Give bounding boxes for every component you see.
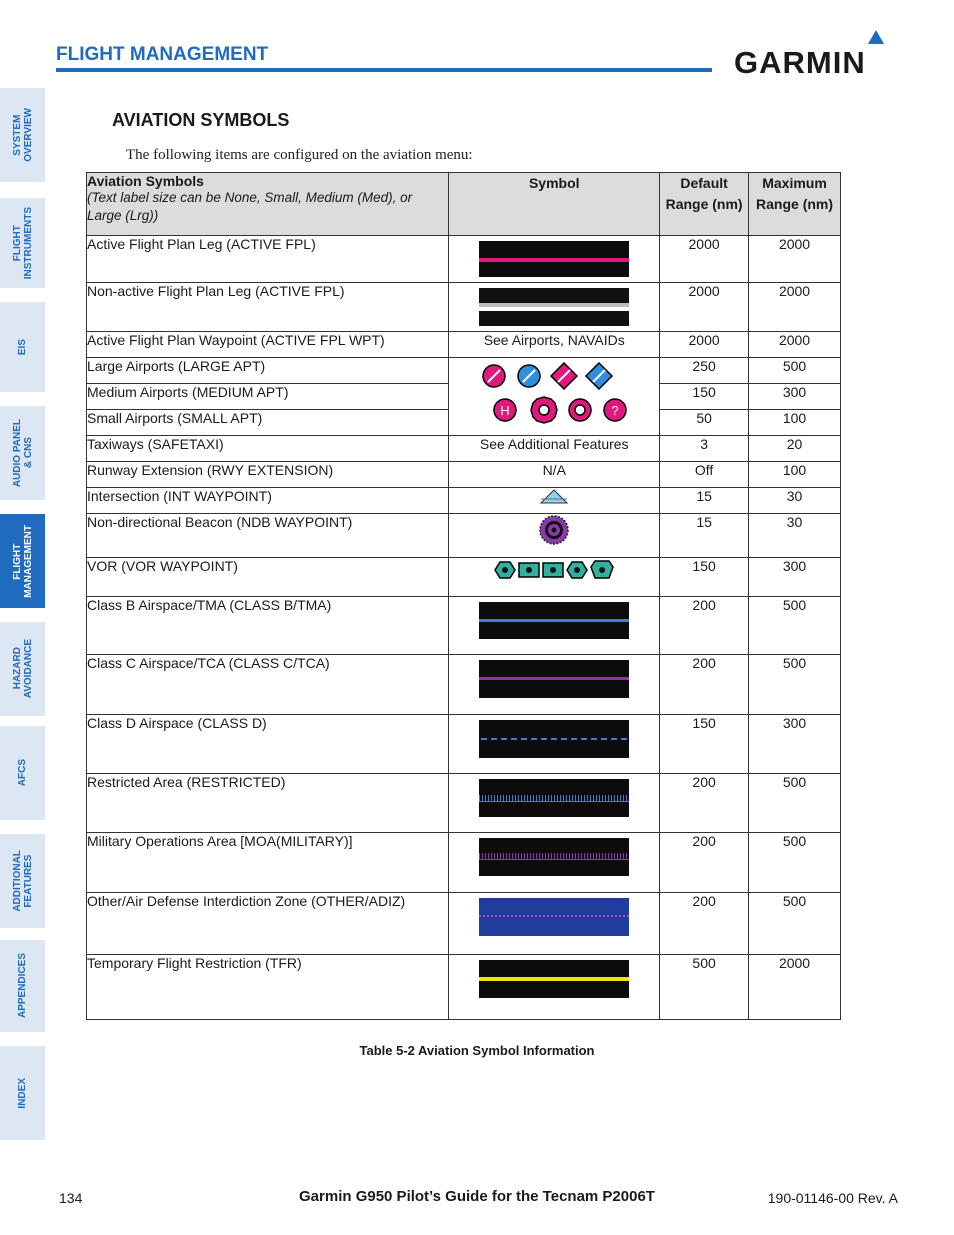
max-range: 500: [749, 597, 841, 655]
header-col1: Aviation Symbols: [87, 173, 204, 189]
max-range: 100: [749, 410, 841, 436]
default-range: Off: [660, 462, 749, 488]
symbol-cell: [449, 955, 660, 1020]
airport-symbols-icon: [479, 362, 629, 428]
row-name: Restricted Area (RESTRICTED): [87, 774, 449, 833]
table-row: [87, 462, 841, 488]
row-name: Active Flight Plan Waypoint (ACTIVE FPL WPT): [87, 332, 449, 358]
tab-eis[interactable]: [0, 302, 45, 392]
tab-label: SYSTEM OVERVIEW: [11, 108, 34, 162]
default-range: 500: [660, 955, 749, 1020]
adiz-symbol: [479, 898, 629, 936]
default-range: 2000: [660, 236, 749, 283]
restricted-area-symbol: [479, 779, 629, 817]
tab-index[interactable]: [0, 1046, 45, 1140]
default-range: 2000: [660, 332, 749, 358]
default-range: 200: [660, 774, 749, 833]
header-max-range: Maximum Range (nm): [749, 173, 841, 236]
table-row: [87, 332, 841, 358]
non-active-fpl-leg-symbol: [479, 288, 629, 326]
intro-text: The following items are configured on the aviation menu:: [126, 147, 473, 163]
table-row: [87, 558, 841, 597]
max-range: 2000: [749, 332, 841, 358]
table-row: [87, 236, 841, 283]
active-fpl-leg-symbol: [479, 241, 629, 277]
airport-unknown-letter: ?: [611, 403, 619, 418]
symbol-cell: [449, 774, 660, 833]
doc-number: 190-01146-00 Rev. A: [767, 1190, 898, 1206]
max-range: 30: [749, 488, 841, 514]
header-aviation-symbols: [87, 173, 449, 236]
symbol-cell: [449, 655, 660, 715]
tab-audio-panel[interactable]: [0, 406, 45, 500]
table-row: [87, 955, 841, 1020]
row-name: Active Flight Plan Leg (ACTIVE FPL): [87, 236, 449, 283]
row-name: Class C Airspace/TCA (CLASS C/TCA): [87, 655, 449, 715]
tab-label: FLIGHT MANAGEMENT: [11, 524, 34, 598]
default-range: 250: [660, 358, 749, 384]
class-d-airspace-symbol: [479, 720, 629, 758]
table-row: [87, 893, 841, 955]
default-range: 150: [660, 715, 749, 774]
default-range: 15: [660, 488, 749, 514]
table-row: [87, 774, 841, 833]
aviation-symbols-table: [86, 172, 841, 1020]
symbol-cell: [449, 893, 660, 955]
default-range: 3: [660, 436, 749, 462]
row-name: Intersection (INT WAYPOINT): [87, 488, 449, 514]
tab-system-overview[interactable]: [0, 88, 45, 182]
max-range: 2000: [749, 236, 841, 283]
header-col1-note: (Text label size can be None, Small, Medium (Med), or Large (Lrg)): [87, 190, 413, 223]
tab-label: AUDIO PANEL & CNS: [11, 418, 34, 488]
table-row: [87, 358, 841, 384]
header-default-range: Default Range (nm): [660, 173, 749, 236]
vor-icons: [491, 558, 617, 582]
symbol-text: See Additional Features: [449, 436, 660, 462]
symbol-cell: [449, 514, 660, 558]
default-range: 150: [660, 384, 749, 410]
symbol-cell: [449, 488, 660, 514]
default-range: 200: [660, 597, 749, 655]
row-name: Non-active Flight Plan Leg (ACTIVE FPL): [87, 283, 449, 332]
max-range: 20: [749, 436, 841, 462]
default-range: 15: [660, 514, 749, 558]
max-range: 500: [749, 893, 841, 955]
footer-title: Garmin G950 Pilot’s Guide for the Tecnam P2006T: [299, 1188, 655, 1205]
default-range: 200: [660, 833, 749, 893]
tab-appendices[interactable]: [0, 940, 45, 1032]
airport-symbols-cell: [449, 358, 660, 436]
table-caption: Table 5-2 Aviation Symbol Information: [359, 1043, 595, 1058]
row-name: Other/Air Defense Interdiction Zone (OTHER/ADIZ): [87, 893, 449, 955]
max-range: 500: [749, 833, 841, 893]
page-number: 134: [59, 1190, 83, 1206]
table-row: [87, 283, 841, 332]
default-range: 2000: [660, 283, 749, 332]
table-row: [87, 833, 841, 893]
ndb-icon: [538, 514, 570, 546]
symbol-text: N/A: [449, 462, 660, 488]
class-c-airspace-symbol: [479, 660, 629, 698]
airport-h-letter: H: [500, 403, 510, 418]
tab-hazard-avoidance[interactable]: [0, 622, 45, 716]
symbol-cell: [449, 283, 660, 332]
max-range: 100: [749, 462, 841, 488]
tab-label: ADDITIONAL FEATURES: [11, 850, 34, 912]
section-title: FLIGHT MANAGEMENT: [56, 44, 269, 65]
tab-label: EIS: [17, 338, 28, 356]
max-range: 2000: [749, 955, 841, 1020]
row-name: Non-directional Beacon (NDB WAYPOINT): [87, 514, 449, 558]
max-range: 300: [749, 715, 841, 774]
symbol-cell: [449, 597, 660, 655]
moa-military-symbol: [479, 838, 629, 876]
tab-flight-management[interactable]: [0, 514, 45, 608]
row-name: Temporary Flight Restriction (TFR): [87, 955, 449, 1020]
row-name: Runway Extension (RWY EXTENSION): [87, 462, 449, 488]
tab-flight-instruments[interactable]: [0, 198, 45, 288]
tab-label: HAZARD AVOIDANCE: [11, 639, 34, 699]
tfr-symbol: [479, 960, 629, 998]
row-name: Large Airports (LARGE APT): [87, 358, 449, 384]
tab-afcs[interactable]: [0, 726, 45, 820]
table-row: [87, 436, 841, 462]
tab-label: AFCS: [17, 759, 28, 787]
max-range: 300: [749, 558, 841, 597]
row-name: Military Operations Area [MOA(MILITARY)]: [87, 833, 449, 893]
table-row: [87, 715, 841, 774]
row-name: Medium Airports (MEDIUM APT): [87, 384, 449, 410]
symbol-cell: [449, 715, 660, 774]
tab-label: APPENDICES: [17, 953, 28, 1019]
symbol-text: See Airports, NAVAIDs: [449, 332, 660, 358]
tab-additional-features[interactable]: [0, 834, 45, 928]
table-row: [87, 597, 841, 655]
max-range: 300: [749, 384, 841, 410]
header-rule: [56, 68, 712, 72]
garmin-logo: [734, 28, 900, 76]
row-name: VOR (VOR WAYPOINT): [87, 558, 449, 597]
max-range: 30: [749, 514, 841, 558]
tab-label: INDEX: [17, 1077, 28, 1109]
max-range: 500: [749, 655, 841, 715]
row-name: Small Airports (SMALL APT): [87, 410, 449, 436]
default-range: 200: [660, 655, 749, 715]
brand-wordmark: GARMIN: [734, 45, 866, 76]
default-range: 200: [660, 893, 749, 955]
symbol-cell: [449, 236, 660, 283]
max-range: 500: [749, 774, 841, 833]
table-row: [87, 488, 841, 514]
table-header-row: [87, 173, 841, 236]
row-name: Class B Airspace/TMA (CLASS B/TMA): [87, 597, 449, 655]
row-name: Taxiways (SAFETAXI): [87, 436, 449, 462]
table-row: [87, 514, 841, 558]
class-b-airspace-symbol: [479, 602, 629, 639]
default-range: 150: [660, 558, 749, 597]
default-range: 50: [660, 410, 749, 436]
page-title: AVIATION SYMBOLS: [112, 110, 290, 130]
row-name: Class D Airspace (CLASS D): [87, 715, 449, 774]
table-row: [87, 655, 841, 715]
max-range: 500: [749, 358, 841, 384]
tab-label: FLIGHT INSTRUMENTS: [11, 206, 34, 280]
intersection-icon: [539, 488, 569, 506]
symbol-cell: [449, 833, 660, 893]
max-range: 2000: [749, 283, 841, 332]
symbol-cell: [449, 558, 660, 597]
header-symbol: Symbol: [449, 173, 660, 236]
